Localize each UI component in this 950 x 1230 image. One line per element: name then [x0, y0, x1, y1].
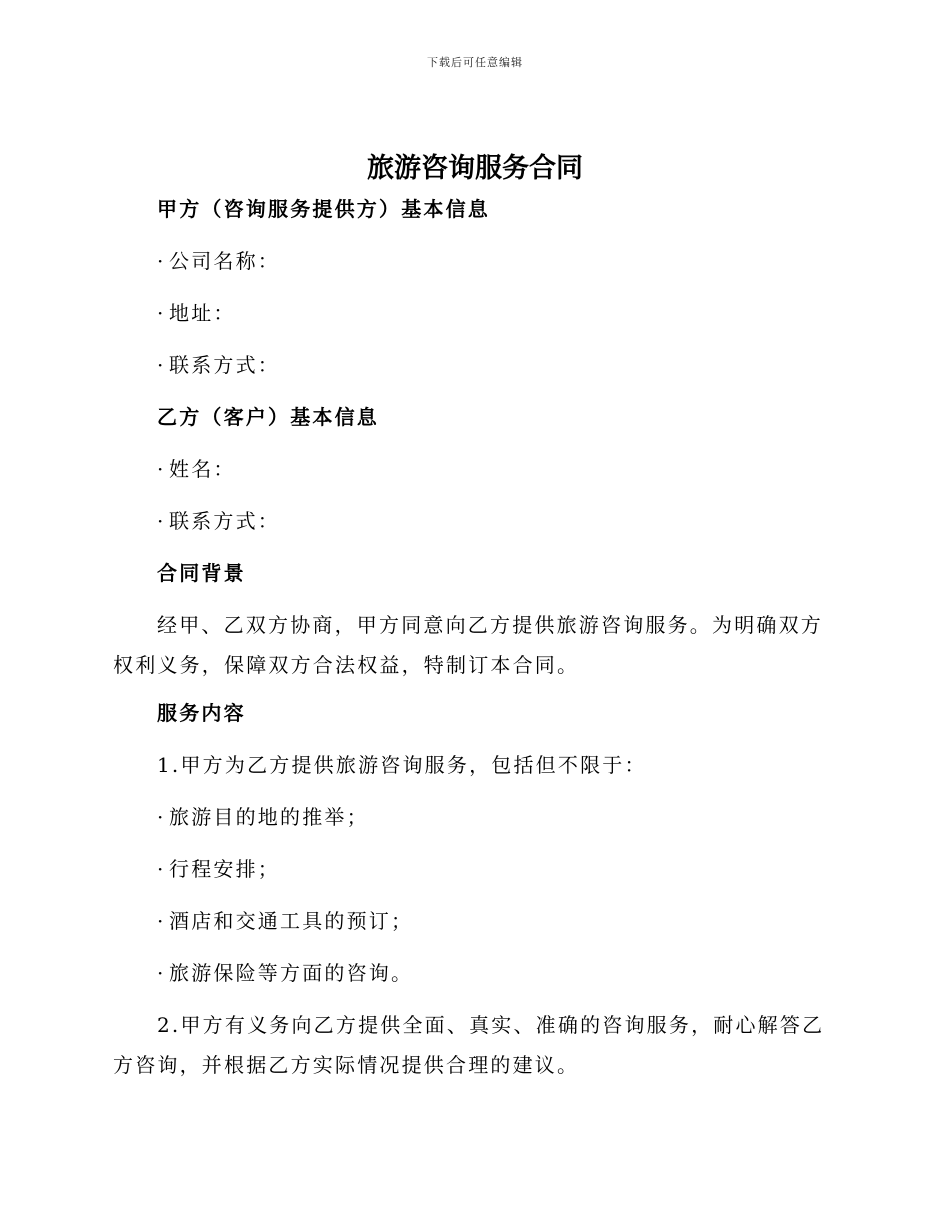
- bullet-dot: ·: [157, 909, 166, 933]
- document-title: 旅游咨询服务合同: [367, 153, 583, 184]
- service-heading: 服务内容: [157, 701, 246, 725]
- party-a-heading: 甲方（咨询服务提供方）基本信息: [157, 197, 490, 221]
- bullet-dot: ·: [157, 961, 166, 985]
- sub-item-text: 旅游目的地的推举；: [169, 805, 369, 829]
- bullet-dot: ·: [157, 509, 166, 533]
- sub-item-text: 行程安排；: [169, 857, 280, 881]
- field-label: 姓名：: [169, 457, 236, 481]
- bullet-dot: ·: [157, 857, 166, 881]
- service-sub-item: [113, 905, 835, 937]
- background-paragraph: 经甲、乙双方协商，甲方同意向乙方提供旅游咨询服务。为明确双方权利义务，保障双方合法权益，特制订本合同。: [113, 613, 823, 677]
- bullet-dot: ·: [157, 457, 166, 481]
- service-item-1: 1.甲方为乙方提供旅游咨询服务，包括但不限于：: [157, 753, 647, 777]
- party-a-field-address: [113, 297, 835, 329]
- header-note: 下载后可任意编辑: [427, 56, 523, 69]
- background-heading: 合同背景: [157, 561, 246, 585]
- bullet-dot: ·: [157, 301, 166, 325]
- document-body: [113, 193, 835, 1097]
- field-label: 地址：: [169, 301, 236, 325]
- party-a-field-company: [113, 245, 835, 277]
- bullet-dot: ·: [157, 353, 166, 377]
- sub-item-text: 酒店和交通工具的预订；: [169, 909, 414, 933]
- service-sub-item: [113, 801, 835, 833]
- field-label: 公司名称：: [169, 249, 280, 273]
- party-b-heading: 乙方（客户）基本信息: [157, 405, 379, 429]
- sub-item-text: 旅游保险等方面的咨询。: [169, 961, 414, 985]
- service-sub-item: [113, 853, 835, 885]
- service-sub-item: [113, 957, 835, 989]
- service-item-2: 2.甲方有义务向乙方提供全面、真实、准确的咨询服务，耐心解答乙方咨询，并根据乙方实际情况提供合理的建议。: [113, 1013, 825, 1077]
- field-label: 联系方式：: [169, 509, 280, 533]
- bullet-dot: ·: [157, 249, 166, 273]
- bullet-dot: ·: [157, 805, 166, 829]
- party-a-field-contact: [113, 349, 835, 381]
- party-b-field-name: [113, 453, 835, 485]
- field-label: 联系方式：: [169, 353, 280, 377]
- party-b-field-contact: [113, 505, 835, 537]
